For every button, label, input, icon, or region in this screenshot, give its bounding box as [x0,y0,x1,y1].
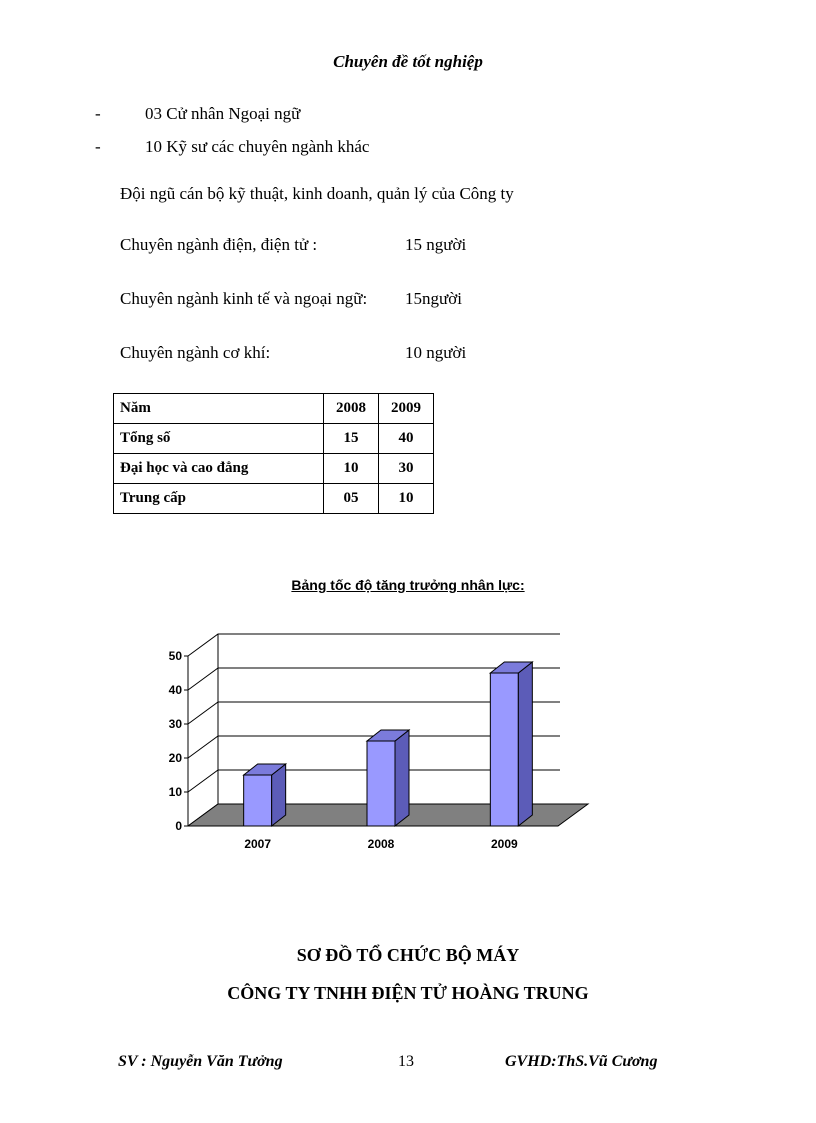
bar-chart [0,600,816,860]
specialty-value: 10 người [405,343,467,362]
chart-y-ticks [169,649,188,833]
bar [490,662,532,826]
table-cell: 30 [379,454,434,484]
bar-front [367,741,395,826]
y-tick-label: 20 [168,751,182,765]
specialty-label: Chuyên ngành cơ khí: [120,343,271,362]
org-chart-heading: SƠ ĐỒ TỔ CHỨC BỘ MÁY [296,945,520,965]
table-row [114,454,434,484]
chart-bars [244,662,533,826]
bullet-text: 03 Cử nhân Ngoại ngữ [145,104,301,123]
table-header-cell: 2009 [379,394,434,424]
x-tick-label: 2007 [244,837,272,851]
specialty-value: 15 người [405,235,467,254]
footer-page-number: 13 [398,1053,414,1070]
table-cell: Trung cấp [114,484,324,514]
org-chart-company: CÔNG TY TNHH ĐIỆN TỬ HOÀNG TRUNG [227,983,589,1003]
staff-table [113,393,434,514]
bullet-dash: - [95,137,101,156]
table-header-cell: 2008 [324,394,379,424]
bar-front [244,775,272,826]
table-cell: 40 [379,424,434,454]
y-tick-label: 0 [175,819,182,833]
chart-x-ticks [244,837,518,851]
bullet-dash: - [95,104,101,123]
specialty-label: Chuyên ngành điện, điện tử : [120,235,318,254]
bullet-text: 10 Kỹ sư các chuyên ngành khác [145,137,370,156]
bullet-item [0,104,816,128]
bar [244,764,286,826]
chart-title: Bảng tốc độ tăng trưởng nhân lực: [291,577,525,593]
bar-side [395,730,409,826]
x-tick-label: 2008 [367,837,395,851]
bullet-item [0,137,816,161]
y-tick-label: 10 [168,785,182,799]
y-tick-label: 50 [168,649,182,663]
chart-frame [188,634,218,826]
table-cell: Đại học và cao đẳng [114,454,324,484]
bar-side [518,662,532,826]
bar-front [490,673,518,826]
table-row [114,484,434,514]
gridline [188,634,560,656]
table-cell: 15 [324,424,379,454]
specialty-label: Chuyên ngành kinh tế và ngoại ngữ: [120,289,368,308]
footer-advisor: GVHD:ThS.Vũ Cương [505,1053,658,1070]
specialty-value: 15người [405,289,462,308]
x-tick-label: 2009 [490,837,518,851]
y-tick-label: 30 [168,717,182,731]
bar [367,730,409,826]
table-cell: 05 [324,484,379,514]
intro-paragraph: Đội ngũ cán bộ kỹ thuật, kinh doanh, quản lý của Công ty [120,184,514,203]
footer-student: SV : Nguyễn Văn Tưởng [118,1053,283,1070]
page-header-title: Chuyên đề tốt nghiệp [333,52,483,71]
y-tick-label: 40 [168,683,182,697]
table-header-row [114,394,434,424]
table-cell: 10 [324,454,379,484]
table-cell: 10 [379,484,434,514]
table-row [114,424,434,454]
table-header-cell: Năm [114,394,324,424]
table-cell: Tổng số [114,424,324,454]
